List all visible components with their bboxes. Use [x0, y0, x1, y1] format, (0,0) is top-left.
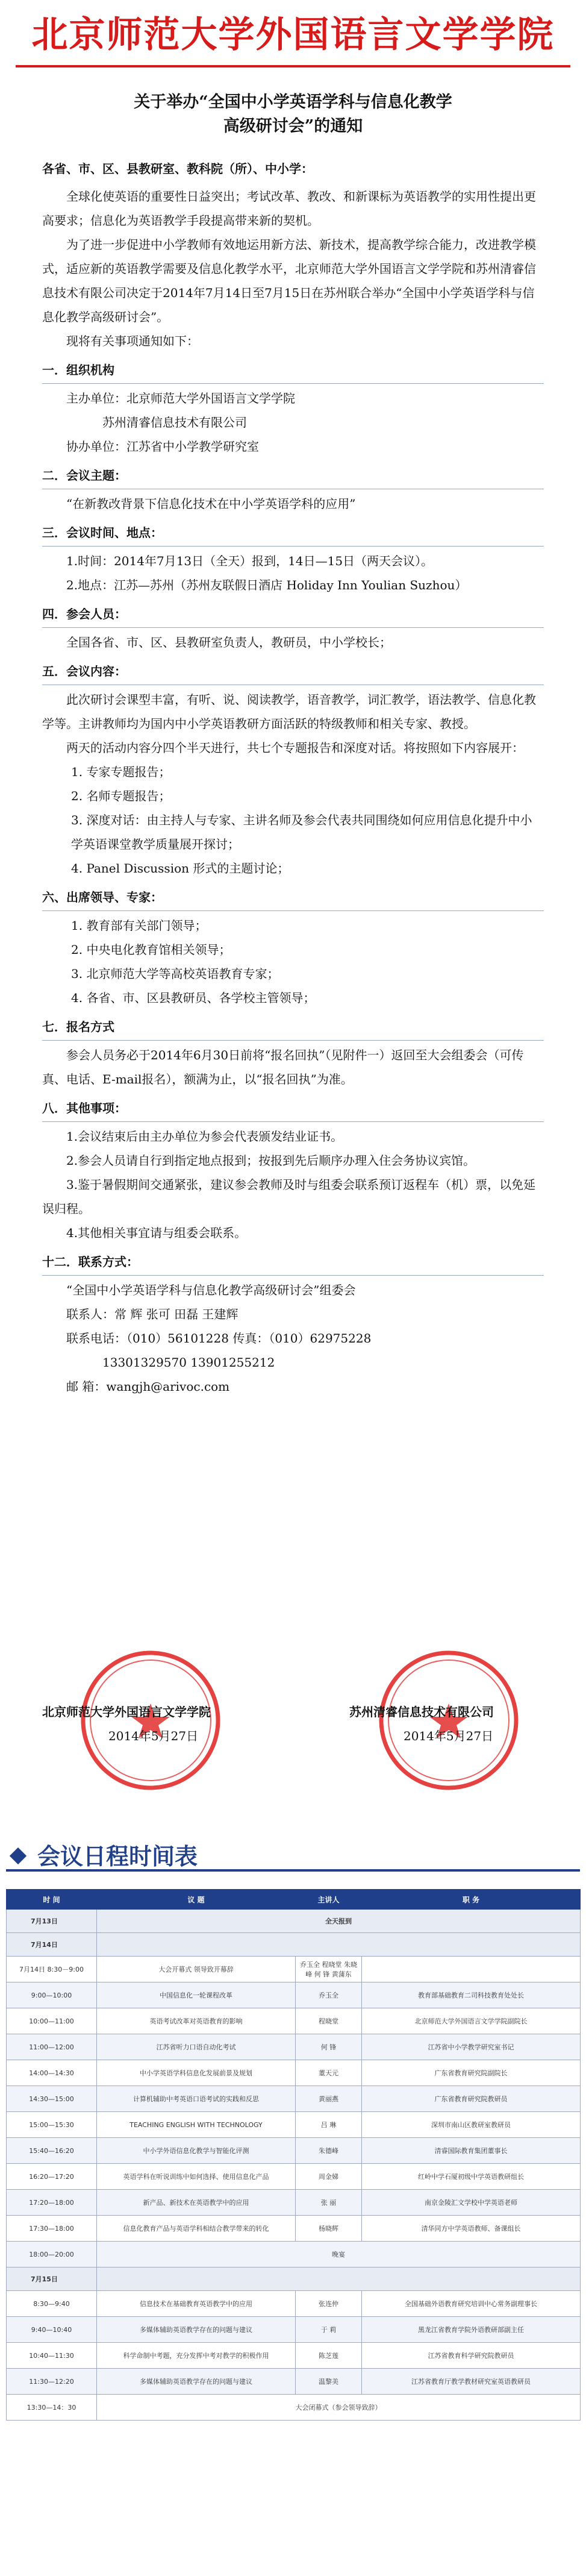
row-topic: 晚宴 [97, 2242, 581, 2267]
row-position: 黑龙江省教育学院外语教研部副主任 [362, 2317, 581, 2343]
schedule-row [7, 2369, 581, 2395]
schedule-row [7, 2317, 581, 2343]
row-time: 15:00—15:30 [7, 2112, 97, 2138]
row-time: 14:00—14:30 [7, 2060, 97, 2086]
row-topic: 信息化教育产品与英语学科相结合教学带来的转化 [97, 2216, 296, 2242]
row-topic: 大会闭幕式（参会领导致辞） [97, 2395, 581, 2421]
section-heading: 八．其他事项： [42, 1096, 544, 1122]
row-topic: 英语考试改革对英语教育的影响 [97, 2008, 296, 2034]
section-heading: 五．会议内容： [42, 659, 544, 685]
row-time: 8:30—9:40 [7, 2291, 97, 2317]
section-heading: 二．会议主题： [42, 463, 544, 489]
row-topic: 中国信息化一轮课程改革 [97, 1982, 296, 2008]
contact-persons: 联系人：常 辉 张可 田磊 王建辉 [66, 1307, 238, 1321]
section-contact [42, 1250, 544, 1399]
time-text: 1.时间：2014年7月13日（全天）报到，14日—15日（两天会议）。 [66, 554, 434, 568]
schedule-title [12, 1838, 198, 1871]
row-topic: 中小学外语信息化教学与智能化评测 [97, 2138, 296, 2164]
schedule-day-row [7, 1933, 581, 1957]
contact-email: 邮 箱：wangjh@arivoc.com [66, 1379, 230, 1394]
section-heading: 七．报名方式 [42, 1015, 544, 1041]
row-position: 江苏省中小学教学研究室书记 [362, 2034, 581, 2060]
col-speaker: 主讲人 [296, 1890, 362, 1910]
row-time: 9:40—10:40 [7, 2317, 97, 2343]
row-topic: 新产品、新技术在英语教学中的应用 [97, 2190, 296, 2216]
content-item: 3. 深度对话：由主持人与专家、主讲名师及参会代表共同围绕如何应用信息化提升中小学英语课堂教学质量展开探讨； [71, 813, 532, 851]
col-time: 时 间 [7, 1890, 97, 1910]
row-speaker: 程晓堂 [296, 2008, 362, 2034]
guest-item: 1. 教育部有关部门领导； [71, 918, 207, 933]
schedule-day-row [7, 1910, 581, 1933]
row-position: 教育部基础教育二司科技教育处处长 [362, 1982, 581, 2008]
other-item: 3.鉴于暑假期间交通紧张，建议参会教师及时与组委会联系预订返程车（机）票，以免延误归程。 [42, 1177, 536, 1216]
row-speaker: 张 丽 [296, 2190, 362, 2216]
section-time-place [42, 521, 544, 597]
left-seal-stamp [78, 1648, 223, 1793]
row-speaker: 杨晓辉 [296, 2216, 362, 2242]
row-topic: 多媒体辅助英语教学存在的问题与建议 [97, 2369, 296, 2395]
row-topic: 大会开幕式 领导致开幕辞 [97, 1957, 296, 1982]
row-time: 10:40—11:30 [7, 2343, 97, 2369]
row-speaker: 何 锋 [296, 2034, 362, 2060]
row-speaker: 朱德峰 [296, 2138, 362, 2164]
content-item: 2. 名师专题报告； [71, 789, 171, 803]
notice-title [42, 90, 544, 139]
schedule-row [7, 2008, 581, 2034]
theme-text: “在新教改背景下信息化技术在中小学英语学科的应用” [66, 497, 356, 511]
schedule-row [7, 2242, 581, 2267]
schedule-row [7, 2291, 581, 2317]
notice-title-line1: 关于举办“全国中小学英语学科与信息化教学 [134, 93, 452, 111]
row-topic: TEACHING ENGLISH WITH TECHNOLOGY [97, 2112, 296, 2138]
row-position: 北京师范大学外国语言文学学院副院长 [362, 2008, 581, 2034]
row-position: 全国基础外语教育研究培训中心常务副理事长 [362, 2291, 581, 2317]
contact-org: “全国中小学英语学科与信息化教学高级研讨会”组委会 [66, 1283, 356, 1297]
intro-paragraph-3: 现将有关事项通知如下： [66, 334, 199, 348]
row-speaker: 于 莉 [296, 2317, 362, 2343]
day-note [97, 1933, 581, 1957]
col-topic: 议 题 [97, 1890, 296, 1910]
row-time: 17:20—18:00 [7, 2190, 97, 2216]
host-2: 苏州清睿信息技术有限公司 [102, 415, 247, 430]
row-time: 16:20—17:20 [7, 2164, 97, 2190]
diamond-icon [10, 1847, 26, 1864]
content-paragraph-1: 此次研讨会课型丰富，有听、说、阅读教学，语音教学，词汇教学，语法教学、信息化教学等。主讲教师均为国内中小学英语教研方面活跃的特级教师和相关专家、教授。 [42, 692, 536, 731]
row-topic: 信息技术在基础教育英语教学中的应用 [97, 2291, 296, 2317]
other-item: 4.其他相关事宜请与组委会联系。 [66, 1226, 247, 1240]
left-date: 2014年5月27日 [108, 1729, 199, 1743]
schedule-row [7, 1982, 581, 2008]
schedule-row [7, 2112, 581, 2138]
notice-body [42, 90, 544, 1399]
right-signatory: 苏州清睿信息技术有限公司 [349, 1705, 494, 1719]
left-signatory: 北京师范大学外国语言文学学院 [42, 1705, 211, 1719]
row-speaker: 温黎美 [296, 2369, 362, 2395]
row-time: 14:30—15:00 [7, 2086, 97, 2112]
co-host-line [42, 434, 544, 459]
day-label: 7月14日 [7, 1933, 97, 1957]
schedule-row [7, 2164, 581, 2190]
schedule-row [7, 2138, 581, 2164]
section-heading: 一．组织机构 [42, 358, 544, 384]
day-label: 7月13日 [7, 1910, 97, 1933]
letterhead [0, 0, 586, 66]
section-heading: 十二．联系方式： [42, 1250, 544, 1276]
intro-paragraph-2: 为了进一步促进中小学教师有效地运用新方法、新技术，提高教学综合能力，改进教学模式，适应新的英语教学需要及信息化教学水平，北京师范大学外国语言文学学院和苏州清睿信息技术有限公司决定于2014年7月14日至7月15日在苏州联合举办“全国中小学英语学科与信息化教学高级研讨会”。 [42, 237, 536, 324]
row-speaker: 陈芝莲 [296, 2343, 362, 2369]
schedule-row [7, 2216, 581, 2242]
row-topic: 计算机辅助中考英语口语考试的实践和反思 [97, 2086, 296, 2112]
row-time: 11:00—12:00 [7, 2034, 97, 2060]
row-speaker: 乔玉全 程晓堂 朱晓峰 何 锋 黄蒲东 [296, 1957, 362, 1982]
row-topic: 科学命制中考题，充分发挥中考对教学的积极作用 [97, 2343, 296, 2369]
content-paragraph-2: 两天的活动内容分四个半天进行，共七个专题报告和深度对话。将按照如下内容展开： [66, 741, 524, 755]
intro-paragraph-1: 全球化使英语的重要性日益突出；考试改革、教改、和新课标为英语教学的实用性提出更高要求；信息化为英语教学手段提高带来新的契机。 [42, 189, 536, 228]
row-speaker: 黄丽燕 [296, 2086, 362, 2112]
col-position: 职 务 [362, 1890, 581, 1910]
row-time: 17:30—18:00 [7, 2216, 97, 2242]
row-topic: 英语学科在听说训练中如何选择、使用信息化产品 [97, 2164, 296, 2190]
row-speaker: 乔玉全 [296, 1982, 362, 2008]
row-time: 11:30—12:20 [7, 2369, 97, 2395]
row-topic: 中小学英语学科信息化发展前景及规划 [97, 2060, 296, 2086]
section-content [42, 659, 544, 880]
host-1: 北京师范大学外国语言文学学院 [126, 391, 295, 406]
addressee: 各省、市、区、县教研室、教科院（所）、中小学： [42, 161, 313, 176]
row-position: 南京金陵汇文学校中学英语老师 [362, 2190, 581, 2216]
row-speaker: 张连仲 [296, 2291, 362, 2317]
schedule-row [7, 2395, 581, 2421]
schedule-body [7, 1910, 581, 2421]
row-position: 广东省教育研究院副院长 [362, 2060, 581, 2086]
other-item: 1.会议结束后由主办单位为参会代表颁发结业证书。 [66, 1129, 343, 1144]
row-time: 18:00—20:00 [7, 2242, 97, 2267]
right-date: 2014年5月27日 [404, 1729, 494, 1743]
row-time: 15:40—16:20 [7, 2138, 97, 2164]
row-position: 广东省教育研究院教研员 [362, 2086, 581, 2112]
attendees-text: 全国各省、市、区、县教研室负责人，教研员，中小学校长； [66, 635, 391, 650]
co-host: 江苏省中小学教学研究室 [126, 439, 259, 454]
row-position: 江苏省教育厅教学教材研究室英语教研员 [362, 2369, 581, 2395]
row-speaker: 吕 琳 [296, 2112, 362, 2138]
other-item: 2.参会人员请自行到指定地点报到；按报到先后顺序办理入住会务协议宾馆。 [66, 1153, 476, 1168]
signature-block [42, 1648, 544, 1805]
schedule-row [7, 2190, 581, 2216]
section-guests [42, 885, 544, 1010]
schedule-title-text: 会议日程时间表 [37, 1843, 198, 1870]
day-note [97, 2267, 581, 2291]
row-speaker: 董天元 [296, 2060, 362, 2086]
section-other [42, 1096, 544, 1245]
contact-phone: 联系电话：（010）56101228 传真：（010）62975228 [66, 1331, 372, 1346]
row-position: 江苏省教育科学研究院教研员 [362, 2343, 581, 2369]
row-time: 10:00—11:00 [7, 2008, 97, 2034]
schedule-header-row [7, 1890, 581, 1910]
schedule-row [7, 2086, 581, 2112]
schedule-row [7, 2343, 581, 2369]
schedule-day-row [7, 2267, 581, 2291]
day-note: 全天报到 [97, 1910, 581, 1933]
row-time: 9:00—10:00 [7, 1982, 97, 2008]
schedule-row [7, 2034, 581, 2060]
schedule-row [7, 1957, 581, 1982]
right-seal-stamp [376, 1648, 521, 1793]
guest-item: 4. 各省、市、区县教研员、各学校主管领导； [71, 991, 316, 1005]
letterhead-divider [16, 65, 570, 67]
section-heading: 六、出席领导、专家： [42, 885, 544, 911]
section-attendees [42, 602, 544, 654]
content-item: 4. Panel Discussion 形式的主题讨论； [71, 861, 290, 876]
co-host-label: 协办单位： [66, 439, 126, 454]
row-topic: 江苏省听力口语自动化考试 [97, 2034, 296, 2060]
row-position: 红岭中学石厦初级中学英语教研组长 [362, 2164, 581, 2190]
place-text: 2.地点：江苏—苏州（苏州友联假日酒店 Holiday Inn Youlian Suzhou） [66, 578, 467, 592]
notice-title-line2: 高级研讨会”的通知 [223, 117, 363, 136]
schedule-divider [6, 1869, 580, 1872]
row-position: 清睿国际教育集团董事长 [362, 2138, 581, 2164]
registration-text: 参会人员务必于2014年6月30日前将“报名回执”（见附件一）返回至大会组委会（可传真、电话、E-mail报名），额满为止，以“报名回执”为准。 [42, 1048, 524, 1086]
section-heading: 四．参会人员： [42, 602, 544, 628]
guest-item: 3. 北京师范大学等高校英语教育专家； [71, 967, 279, 981]
schedule-row [7, 2060, 581, 2086]
row-speaker: 周金娣 [296, 2164, 362, 2190]
host-line [42, 386, 544, 410]
row-position: 清华同方中学英语教师、备课组长 [362, 2216, 581, 2242]
schedule-table [6, 1889, 581, 2421]
day-label: 7月15日 [7, 2267, 97, 2291]
row-position [362, 1957, 581, 1982]
institution-title: 北京师范大学外国语言文学学院 [31, 14, 555, 56]
content-item: 1. 专家专题报告； [71, 765, 171, 779]
row-time: 7月14日 8:30－9:00 [7, 1957, 97, 1982]
host-label: 主办单位： [66, 391, 126, 406]
section-registration [42, 1015, 544, 1091]
section-theme [42, 463, 544, 516]
row-topic: 多媒体辅助英语教学存在的问题与建议 [97, 2317, 296, 2343]
contact-mobiles: 13301329570 13901255212 [102, 1355, 275, 1370]
section-heading: 三．会议时间、地点： [42, 521, 544, 547]
section-organization [42, 358, 544, 459]
row-time: 13:30—14：30 [7, 2395, 97, 2421]
guest-item: 2. 中央电化教育馆相关领导； [71, 942, 231, 957]
row-position: 深圳市南山区教研室教研员 [362, 2112, 581, 2138]
